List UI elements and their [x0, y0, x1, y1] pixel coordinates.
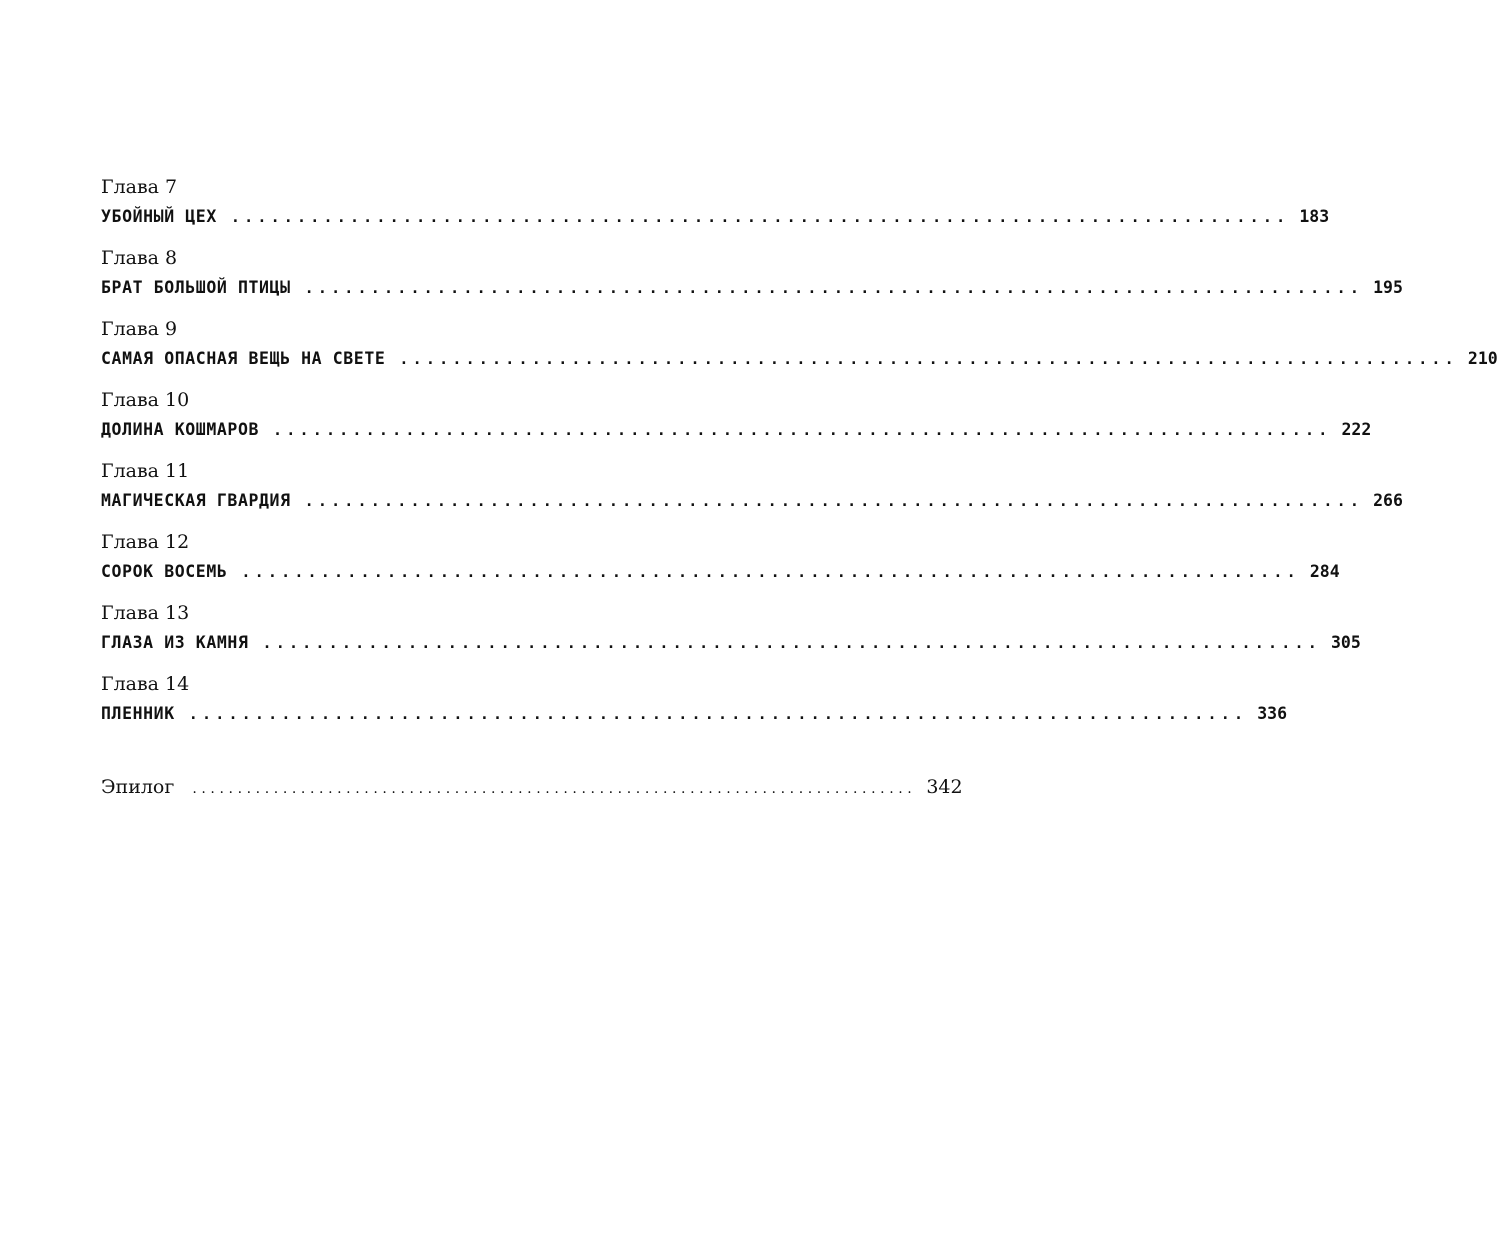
chapter-number: Глава 14 — [101, 673, 190, 695]
dot-leader: ................................................................................ — [230, 208, 1290, 226]
toc-line — [101, 486, 1403, 516]
page-number: 210 — [1467, 349, 1498, 368]
dot-leader: ................................................................................ — [304, 279, 1364, 297]
chapter-title: БРАТ БОЛЬШОЙ ПТИЦЫ — [101, 278, 291, 297]
chapter-number: Глава 8 — [101, 247, 178, 269]
epilogue-page-number: 342 — [926, 776, 963, 798]
toc-entry — [101, 527, 1340, 598]
chapter-number: Глава 13 — [101, 602, 190, 624]
dot-leader: ................................................................................ — [262, 634, 1321, 652]
dot-leader: ................................................................................ — [399, 350, 1458, 368]
chapter-number: Глава 10 — [101, 389, 190, 411]
toc-line — [101, 415, 1372, 445]
chapter-number: Глава 12 — [101, 531, 190, 553]
chapter-title: САМАЯ ОПАСНАЯ ВЕЩЬ НА СВЕТЕ — [101, 349, 386, 368]
chapter-title: ГЛАЗА ИЗ КАМНЯ — [101, 633, 249, 652]
toc-entry — [101, 172, 1330, 243]
chapter-number: Глава 9 — [101, 318, 178, 340]
toc-line — [101, 699, 1288, 729]
dot-leader: ................................................................................ — [192, 781, 917, 797]
dot-leader: ................................................................................ — [188, 705, 1248, 723]
page-number: 195 — [1373, 278, 1403, 297]
chapter-number: Глава 11 — [101, 460, 190, 482]
page-number: 183 — [1299, 207, 1330, 226]
chapter-title: ПЛЕННИК — [101, 704, 175, 723]
toc-entry — [101, 456, 1403, 527]
epilogue-title: Эпилог — [101, 776, 175, 798]
toc-entry — [101, 598, 1361, 669]
toc-line — [101, 202, 1330, 232]
toc-entry — [101, 314, 1498, 385]
page-number: 266 — [1373, 491, 1403, 510]
toc-line — [101, 628, 1361, 658]
page-number: 222 — [1341, 420, 1372, 439]
page-number: 336 — [1257, 704, 1288, 723]
dot-leader: ................................................................................ — [273, 421, 1332, 439]
dot-leader: ................................................................................ — [304, 492, 1364, 510]
toc-entry — [101, 243, 1403, 314]
page-number: 284 — [1309, 562, 1340, 581]
toc-line — [101, 273, 1403, 303]
chapter-title: МАГИЧЕСКАЯ ГВАРДИЯ — [101, 491, 291, 510]
table-of-contents — [101, 172, 1498, 740]
chapter-number: Глава 7 — [101, 176, 178, 198]
toc-entry — [101, 669, 1288, 740]
toc-epilogue — [101, 772, 963, 802]
toc-line — [101, 344, 1498, 374]
chapter-title: УБОЙНЫЙ ЦЕХ — [101, 207, 217, 226]
toc-entry — [101, 385, 1372, 456]
page-number: 305 — [1330, 633, 1361, 652]
chapter-title: СОРОК ВОСЕМЬ — [101, 562, 228, 581]
chapter-title: ДОЛИНА КОШМАРОВ — [101, 420, 260, 439]
toc-line — [101, 557, 1340, 587]
dot-leader: ................................................................................ — [241, 563, 1300, 581]
